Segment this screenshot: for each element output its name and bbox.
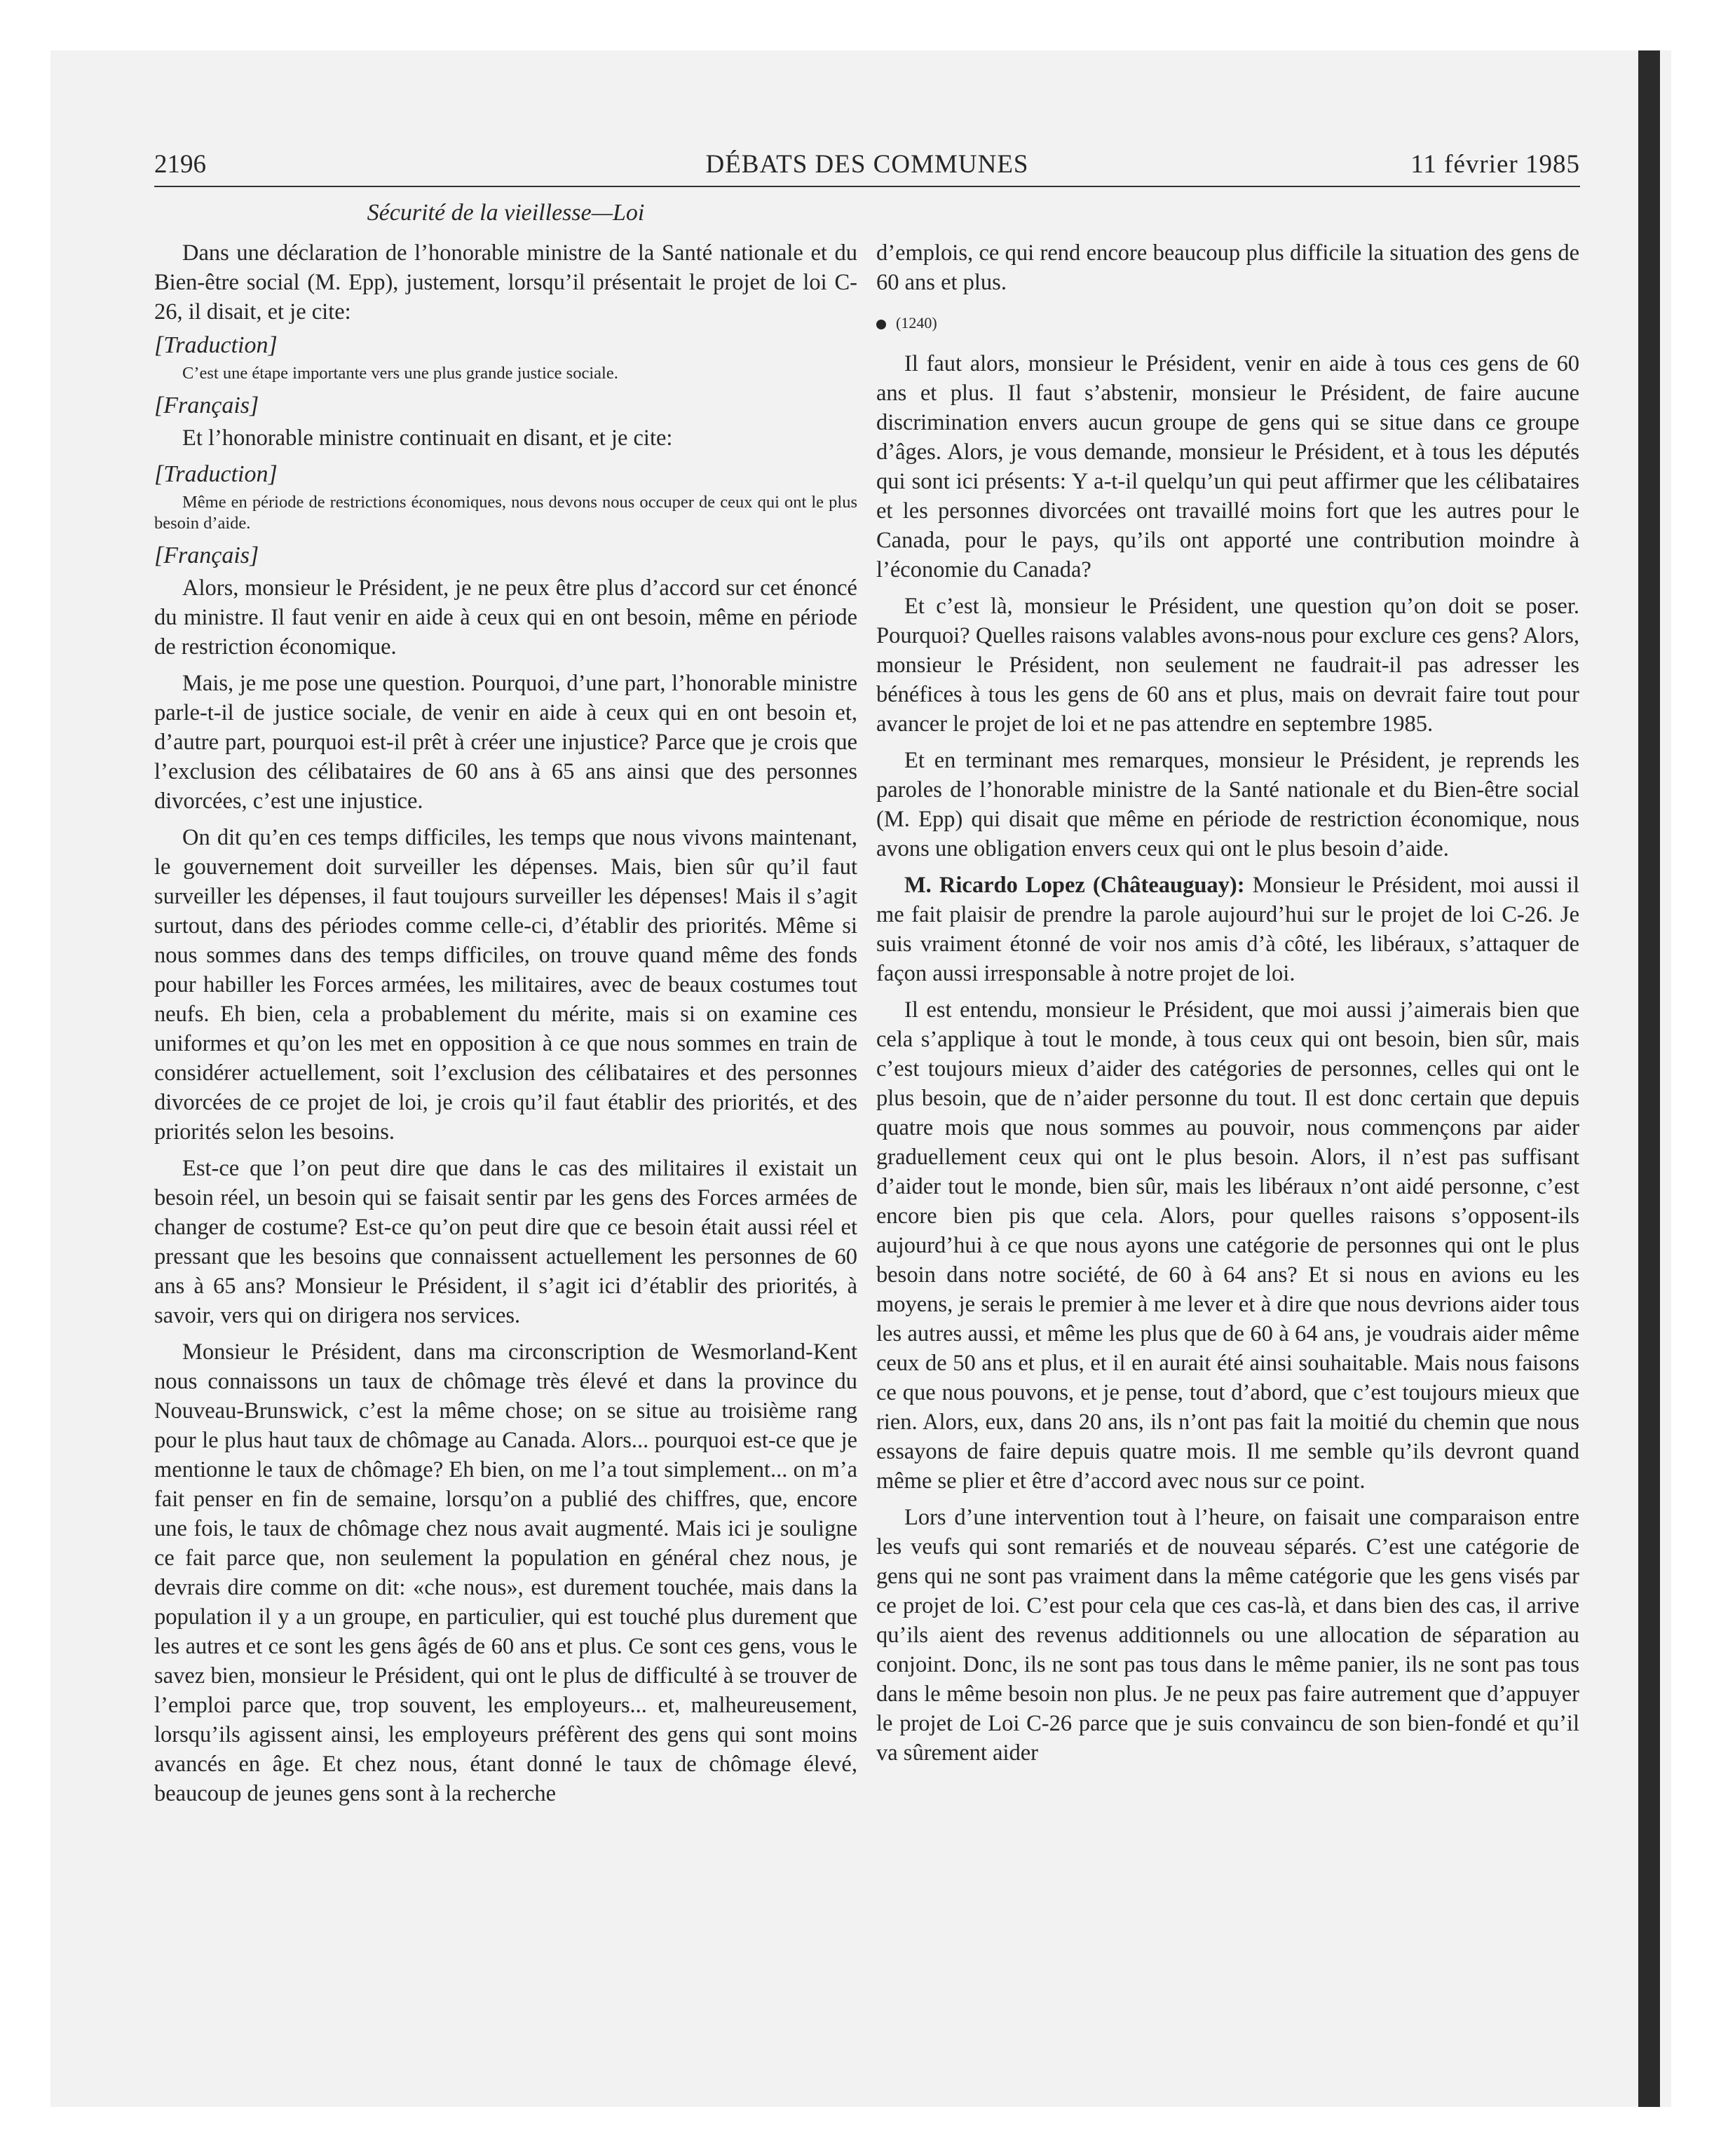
- paragraph: Est-ce que l’on peut dire que dans le cas des militaires il existait un besoin réel, un besoin qui se faisait sentir par les gens des Forces armées de changer de costume? Est-ce qu’on peut dire que ce besoin était aussi réel et pressant que les besoins que connaissent actuellement les personnes de 60 ans à 65 ans? Monsieur le Président, il s’agit ici d’établir des priorités, à savoir, vers qui on dirigera nos services.: [154, 1156, 857, 1328]
- quotation: Même en période de restrictions économiques, nous devons nous occuper de ceux qui ont le plus besoin d’aide.: [154, 493, 857, 533]
- page-number: 2196: [154, 150, 206, 179]
- scan-edge-bar: [1638, 50, 1660, 2107]
- page-header: [154, 144, 1580, 187]
- paragraph: Il est entendu, monsieur le Président, que moi aussi j’aimerais bien que cela s’applique à tout le monde, à tous ceux qui ont besoin, bien sûr, mais c’est toujours mieux d’aider des catégories de personnes, celles qui ont le plus besoin, que de n’aider personne du tout. Il est donc certain que depuis quatre mois que nous sommes au pouvoir, nous commençons par aider graduellement ceux qui ont le plus besoin. Alors, il n’est pas suffisant d’aider tout le monde, bien sûr, mais les libéraux n’ont aidé personne, c’est encore bien pis que cela. Alors, pour quelles raisons s’opposent-ils aujourd’hui à ce que nous ayons une catégorie de personnes qui ont le plus besoin dans notre société, de 60 à 64 ans? Et si nous en avions eu les moyens, je serais le premier à me lever et à dire que nous devrions aider tous les autres aussi, et même les plus que de 60 à 64 ans, je voudrais aider même ceux de 50 ans et plus, et il en aurait été ainsi souhaitable. Mais nous faisons ce que nous pouvons, et je pense, tout d’abord, que c’est toujours mieux que rien. Alors, eux, dans 20 ans, ils n’ont pas fait la moitié du chemin que nous essayons de faire depuis quatre mois. Il me semble qu’ils devront quand même se plier et être d’accord avec nous sur ce point.: [876, 997, 1579, 1494]
- paragraph: Alors, monsieur le Président, je ne peux être plus d’accord sur cet énoncé du ministre. Il faut venir en aide à ceux qui en ont besoin, même en période de restriction économique.: [154, 575, 857, 660]
- paragraph: Et c’est là, monsieur le Président, une question qu’on doit se poser. Pourquoi? Quelles raisons valables avons-nous pour exclure ces gens? Alors, monsieur le Président, non seulement ne faudrait-il pas adresser les bénéfices à tous les gens de 60 ans et plus, mais on devrait faire tout pour avancer le projet de loi et ne pas attendre en septembre 1985.: [876, 594, 1579, 737]
- language-label: [Français]: [154, 543, 259, 568]
- paragraph: Il faut alors, monsieur le Président, venir en aide à tous ces gens de 60 ans et plus. Il faut s’abstenir, monsieur le Président, de faire aucune discrimination envers aucun groupe de gens qui se situe dans ce groupe d’âges. Alors, je vous demande, monsieur le Président, et à tous les députés qui sont ici présents: Y a-t-il quelqu’un qui peut affirmer que les célibataires et les personnes divorcées ont travaillé moins fort que les autres pour le Canada, pour le pays, qu’ils ont apporté une contribution moindre à l’économie du Canada?: [876, 351, 1579, 582]
- language-label: [Traduction]: [154, 332, 278, 358]
- language-label: [Traduction]: [154, 461, 278, 487]
- header-date: 11 février 1985: [1410, 150, 1580, 179]
- language-label: [Français]: [154, 393, 259, 418]
- speaker-paragraph: [876, 871, 1579, 988]
- paragraph: Et en terminant mes remarques, monsieur le Président, je reprends les paroles de l’honorable ministre de la Santé nationale et du Bien-être social (M. Epp) qui disait que même en période de restriction économique, nous avons une obligation envers ceux qui ont le plus besoin d’aide.: [876, 748, 1579, 861]
- publication-title: DÉBATS DES COMMUNES: [705, 150, 1029, 179]
- section-title: Sécurité de la vieillesse—Loi: [367, 200, 645, 226]
- paragraph: On dit qu’en ces temps difficiles, les temps que nous vivons maintenant, le gouvernement doit surveiller les dépenses. Mais, bien sûr qu’il faut surveiller les dépenses, il faut toujours surveiller les dépenses! Mais il s’agit surtout, dans des périodes comme celle-ci, d’établir des priorités. Même si nous sommes dans des temps difficiles, on trouve quand même des fonds pour habiller les Forces armées, les militaires, avec de beaux costumes tout neufs. Eh bien, cela a probablement du mérite, mais si on examine ces uniformes et qu’on les met en opposition à ce que nous sommes en train de considérer actuellement, soit l’exclusion des célibataires et des personnes divorcées de ce projet de loi, je crois qu’il faut établir des priorités, et des priorités selon les besoins.: [154, 825, 857, 1145]
- paragraph: Et l’honorable ministre continuait en disant, et je cite:: [182, 425, 673, 451]
- speaker-name: M. Ricardo Lopez (Châteauguay):: [904, 873, 1245, 898]
- speech-text: Monsieur le Président, moi aussi il me fait plaisir de prendre la parole aujourd’hui sur le projet de loi C-26. Je suis vraiment étonné de voir nos amis d’à côté, les libéraux, s’attaquer de façon aussi irresponsable à notre projet de loi.: [876, 873, 1579, 986]
- paragraph: Monsieur le Président, dans ma circonscription de Wesmorland-Kent nous connaissons un taux de chômage très élevé et dans la province du Nouveau-Brunswick, c’est la même chose; on se situe au troisième rang pour le plus haut taux de chômage au Canada. Alors... pourquoi est-ce que je mentionne le taux de chômage? Eh bien, on me l’a tout simplement... on m’a fait penser en fin de semaine, lorsqu’on a publié des chiffres, que, encore une fois, le taux de chômage chez nous avait augmenté. Mais ici je souligne ce fait parce que, non seulement la population en général chez nous, je devrais dire comme on dit: «che nous», est durement touchée, mais dans la population il y a un groupe, en particulier, qui est touché plus durement que les autres et ce sont les gens âgés de 60 ans et plus. Ce sont ces gens, vous le savez bien, monsieur le Président, qui ont le plus de difficulté à se trouver de l’emploi parce que, trop souvent, les employeurs... et, malheureusement, lorsqu’ils agissent ainsi, les employeurs préfèrent des gens qui sont moins avancés en âge. Et chez nous, étant donné le taux de chômage élevé, beaucoup de jeunes gens sont à la recherche: [154, 1339, 857, 1806]
- paragraph: Dans une déclaration de l’honorable ministre de la Santé nationale et du Bien-être social (M. Epp), justement, lorsqu’il présentait le projet de loi C-26, il disait, et je cite:: [154, 240, 857, 325]
- paragraph: d’emplois, ce qui rend encore beaucoup plus difficile la situation des gens de 60 ans et plus.: [876, 240, 1579, 295]
- left-column: [154, 238, 857, 1815]
- paragraph: Lors d’une intervention tout à l’heure, on faisait une comparaison entre les veufs qui sont remariés et de nouveau séparés. C’est une catégorie de gens qui ne sont pas vraiment dans la même catégorie que les gens visés par ce projet de loi. C’est pour cela que ces cas-là, et dans bien des cas, il arrive qu’ils aient des revenus additionnels ou une allocation de séparation au conjoint. Donc, ils ne sont pas tous dans le même panier, ils ne sont pas tous dans le même besoin non plus. Je ne peux pas faire autrement que d’appuyer le projet de Loi C-26 parce que je suis convaincu de son bien-fondé et qu’il va sûrement aider: [876, 1505, 1579, 1766]
- right-column: [876, 238, 1579, 1775]
- quotation: C’est une étape importante vers une plus grande justice sociale.: [182, 364, 618, 383]
- paragraph: Mais, je me pose une question. Pourquoi, d’une part, l’honorable ministre parle-t-il de justice sociale, de venir en aide à ceux qui en ont besoin et, d’autre part, pourquoi est-il prêt à créer une injustice? Parce que je crois que l’exclusion des célibataires de 60 ans à 65 ans ainsi que des personnes divorcées, c’est une injustice.: [154, 671, 857, 814]
- bullet-dot-icon: [876, 320, 886, 329]
- time-marker: [876, 313, 1579, 334]
- time-stamp: (1240): [896, 314, 937, 332]
